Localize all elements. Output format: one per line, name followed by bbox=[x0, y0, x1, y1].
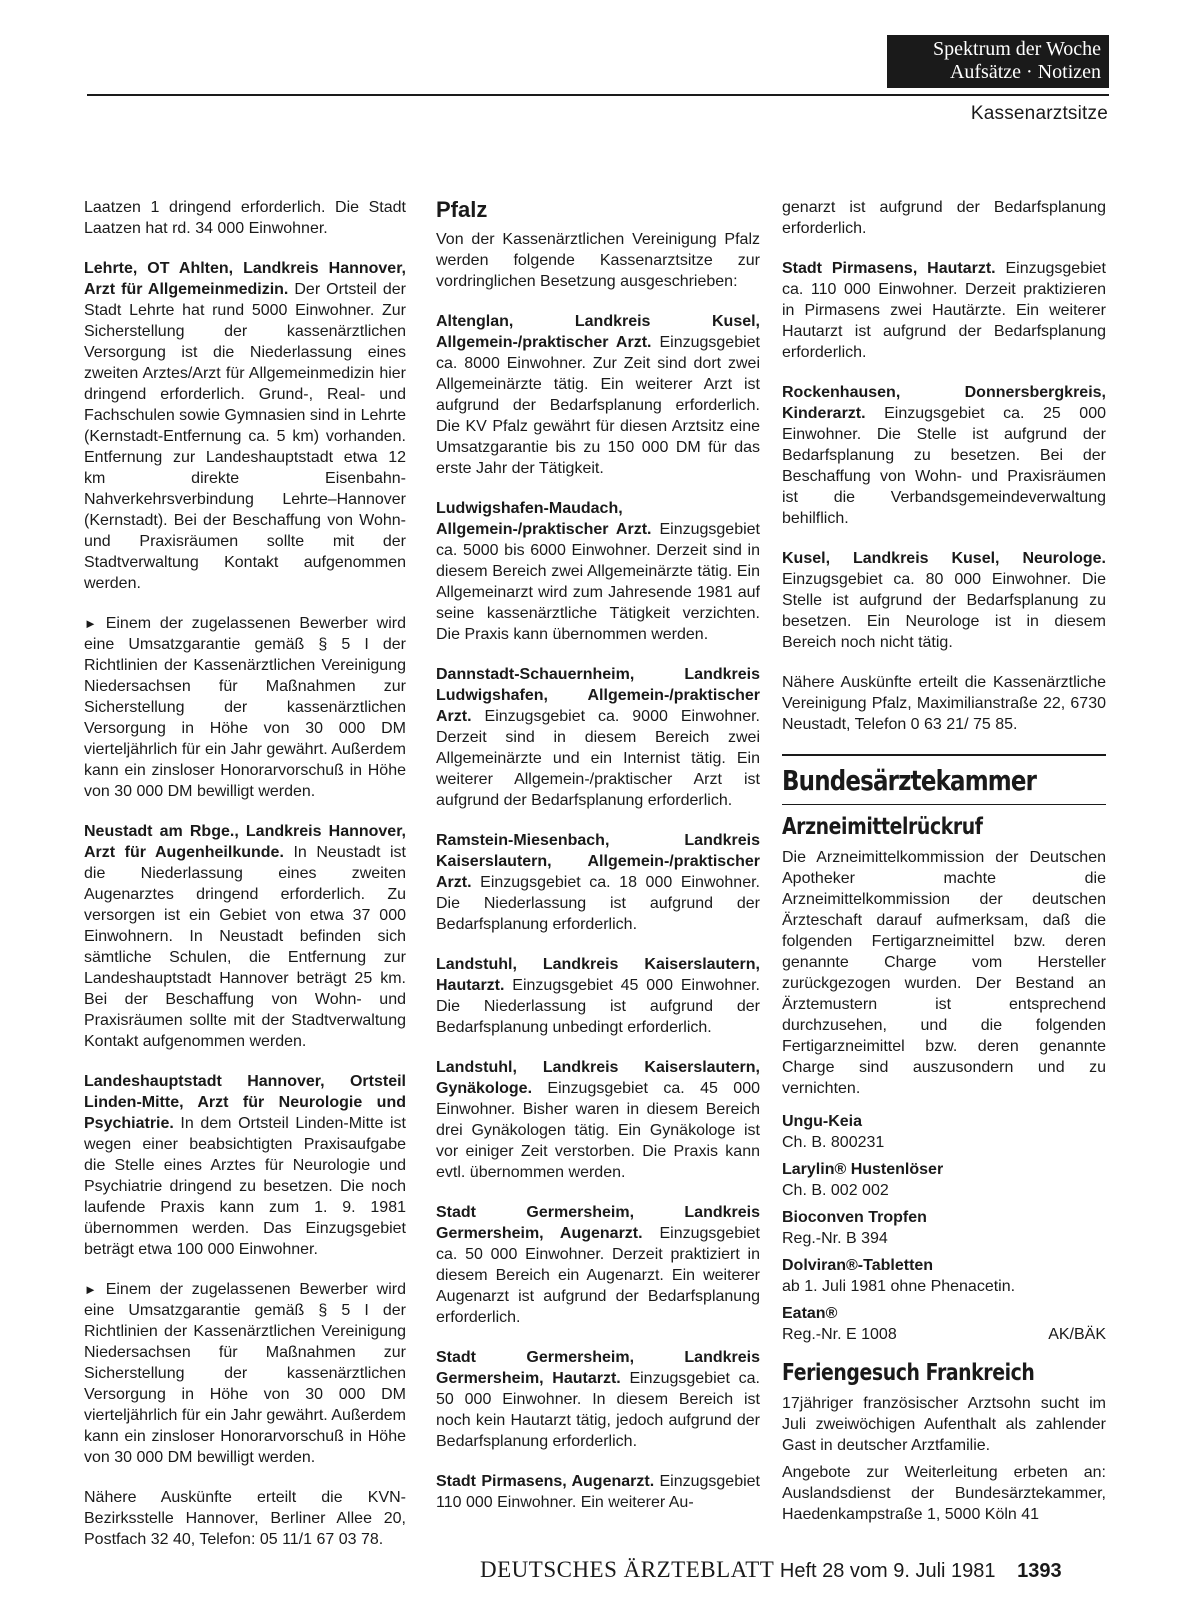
drug-detail: Reg.-Nr. B 394 bbox=[782, 1230, 888, 1247]
drug-detail: Reg.-Nr. E 1008 bbox=[782, 1326, 897, 1343]
listing-hannover: Landeshauptstadt Hannover, Ortsteil Linden-Mitte, Arzt für Neurologie und Psychiatrie. In dem Ortsteil Linden-Mitte ist wegen einer beabsichtigten Praxisaufgabe die Stelle eines Arztes für Neurologie und Psychiatrie dringend zu besetzen. Die noch laufende Praxis kann zum 1. 9. 1981 übernommen werden. Das Einzugsgebiet beträgt etwa 100 000 Einwohner. bbox=[84, 1073, 406, 1258]
header-rule bbox=[87, 94, 1109, 96]
listing: Altenglan, Landkreis Kusel, Allgemein-/praktischer Arzt. Einzugsgebiet ca. 8000 Einwohner. Zur Zeit sind dort zwei Allgemeinärzte tätig. Ein weiterer Arzt ist aufgrund der Bedarfsplanung erforderlich. Die KV Pfalz gewährt für diesen Arztsitz eine Umsatzgarantie bis zu 150 000 DM für das erste Jahr der Tätigkeit. bbox=[436, 313, 760, 477]
organization-heading: Bundesärztekammer bbox=[782, 764, 1037, 797]
arrow-icon: ► bbox=[84, 616, 97, 631]
listing: Landstuhl, Landkreis Kaiserslautern, Hautarzt. Einzugsgebiet 45 000 Einwohner. Die Niederlassung ist aufgrund der Bedarfsplanung unbedingt erforderlich. bbox=[436, 956, 760, 1036]
listing: Landstuhl, Landkreis Kaiserslautern, Gynäkologe. Einzugsgebiet ca. 45 000 Einwohner. Bisher waren in diesem Bereich drei Gynäkologen tätig. Ein Gynäkologe ist vor einiger Zeit verstorben. Die Praxis kann evtl. übernommen werden. bbox=[436, 1059, 760, 1181]
signature: AK/BÄK bbox=[1048, 1326, 1106, 1343]
listing: Ludwigshafen-Maudach, Allgemein-/praktischer Arzt. Einzugsgebiet ca. 5000 bis 6000 Einwohner. Derzeit sind in diesem Bereich zwei Allgemeinärzte tätig. Ein Allgemeinarzt wird zum Jahresende 1981 auf seine kassenärztliche Tätigkeit verzichten. Die Praxis kann übernommen werden. bbox=[436, 500, 760, 643]
section-rule bbox=[782, 754, 1106, 756]
listing-neustadt: Neustadt am Rbge., Landkreis Hannover, Arzt für Augenheilkunde. In Neustadt ist die Niederlassung eines zweiten Augenarztes dringend erforderlich. Zu versorgen ist ein Gebiet von etwa 37 000 Einwohnern. In Neustadt befinden sich sämtliche Schulen, die Entfernung zur Landeshauptstadt Hannover beträgt 25 km. Bei der Beschaffung von Wohn- und Praxisräumen sollte mit der Stadtverwaltung Kontakt aufgenommen werden. bbox=[84, 823, 406, 1050]
contact-paragraph: Nähere Auskünfte erteilt die KVN-Bezirksstelle Hannover, Berliner Allee 20, Postfach 32 40, Telefon: 05 11/1 67 03 78. bbox=[84, 1489, 406, 1548]
drug-item bbox=[782, 1303, 1106, 1345]
drug-item bbox=[782, 1159, 1106, 1201]
column-2 bbox=[436, 197, 760, 1532]
listing: Dannstadt-Schauernheim, Landkreis Ludwigshafen, Allgemein-/praktischer Arzt. Einzugsgebiet ca. 9000 Einwohner. Derzeit sind in diesem Bereich zwei Allgemeinärzte und ein Internist tätig. Ein weiterer Allgemein-/praktischer Arzt ist aufgrund der Bedarfsplanung erforderlich. bbox=[436, 666, 760, 809]
drug-name: Eatan® bbox=[782, 1305, 838, 1322]
drug-item bbox=[782, 1111, 1106, 1153]
issue-info: Heft 28 vom 9. Juli 1981 bbox=[779, 1560, 996, 1582]
listing: Stadt Germersheim, Landkreis Germersheim, Hautarzt. Einzugsgebiet ca. 50 000 Einwohner. In diesem Bereich ist noch kein Hautarzt tätig, jedoch aufgrund der Bedarfsplanung erforderlich. bbox=[436, 1349, 761, 1450]
listing: Ramstein-Miesenbach, Landkreis Kaiserslautern, Allgemein-/praktischer Arzt. Einzugsgebiet ca. 18 000 Einwohner. Die Niederlassung ist aufgrund der Bedarfsplanung erforderlich. bbox=[436, 832, 760, 933]
drug-name: Larylin® Hustenlöser bbox=[782, 1161, 944, 1178]
ferien-contact: Angebote zur Weiterleitung erbeten an: Auslandsdienst der Bundesärztekammer, Haedenkampstraße 1, 5000 Köln 41 bbox=[782, 1464, 1106, 1523]
header-label-line2: Aufsätze · Notizen bbox=[949, 61, 1101, 83]
contact-paragraph: Nähere Auskünfte erteilt die Kassenärztliche Vereinigung Pfalz, Maximilianstraße 22, 6730 Neustadt, Telefon 0 63 21/ 75 85. bbox=[782, 674, 1106, 733]
section-rule bbox=[782, 804, 1106, 805]
listing-lehrte: Lehrte, OT Ahlten, Landkreis Hannover, Arzt für Allgemeinmedizin. Der Ortsteil der Stadt Lehrte hat rund 5000 Einwohner. Zur Sicherstellung der kassenärztlichen Versorgung ist die Niederlassung eines zweiten Arztes/Arzt für Allgemeinmedizin hier dringend erforderlich. Grund-, Real- und Fachschulen sowie Gymnasien sind in Lehrte (Kernstadt-Entfernung ca. 5 km) vorhanden. Entfernung zur Landeshauptstadt etwa 12 km direkte Eisenbahn-Nahverkehrsverbindung Lehrte–Hannover (Kernstadt). Bei der Beschaffung von Wohn- und Praxisräumen sollte mit der Stadtverwaltung Kontakt aufgenommen werden. bbox=[84, 260, 406, 592]
header-label-line1: Spektrum der Woche bbox=[933, 38, 1101, 60]
paragraph: genarzt ist aufgrund der Bedarfsplanung erforderlich. bbox=[782, 199, 1106, 237]
drug-name: Ungu-Keia bbox=[782, 1113, 862, 1130]
listing: Stadt Pirmasens, Hautarzt. Einzugsgebiet ca. 110 000 Einwohner. Derzeit praktizieren in Pirmasens zwei Hautärzte. Ein weiterer Hautarzt ist aufgrund der Bedarfsplanung erforderlich. bbox=[782, 260, 1106, 361]
drug-detail: ab 1. Juli 1981 ohne Phenacetin. bbox=[782, 1278, 1016, 1295]
column-3 bbox=[782, 197, 1106, 1531]
drug-detail: Ch. B. 800231 bbox=[782, 1134, 885, 1151]
drug-item bbox=[782, 1207, 1106, 1249]
page-footer bbox=[480, 1557, 1062, 1583]
header-label-box bbox=[887, 35, 1109, 88]
intro-paragraph: Von der Kassenärztlichen Vereinigung Pfalz werden folgende Kassenarztsitze zur vordringlichen Besetzung ausgeschrieben: bbox=[436, 231, 760, 290]
listing: Kusel, Landkreis Kusel, Neurologe. Einzugsgebiet ca. 80 000 Einwohner. Die Stelle ist aufgrund der Bedarfsplanung zu besetzen. Ein Neurologe ist in diesem Bereich noch nicht tätig. bbox=[782, 550, 1106, 651]
region-heading: Pfalz bbox=[436, 197, 488, 222]
recall-paragraph: Die Arzneimittelkommission der Deutschen Apotheker machte die Arzneimittelkommission der deutschen Ärzteschaft darauf aufmerksam, daß die folgenden Fertigarzneimittel bzw. deren genannte Charge vom Hersteller zurückgezogen wurden. Der Bestand an Ärztemustern ist entsprechend durchzusehen, und die folgenden Fertigarzneimittel bzw. deren genannte Charge sind auszusondern und zu vernichten. bbox=[782, 849, 1106, 1097]
listing: Rockenhausen, Donnersbergkreis, Kinderarzt. Einzugsgebiet ca. 25 000 Einwohner. Die Stelle ist aufgrund der Bedarfsplanung zu besetzen. Bei der Beschaffung von Wohn- und Praxisräumen ist die Verbandsgemeindeverwaltung behilflich. bbox=[782, 384, 1106, 527]
drug-detail: Ch. B. 002 002 bbox=[782, 1182, 889, 1199]
listing: Stadt Germersheim, Landkreis Germersheim, Augenarzt. Einzugsgebiet ca. 50 000 Einwohner. Derzeit praktiziert in diesem Bereich ein Augenarzt. Ein weiterer Augenarzt ist aufgrund der Bedarfsplanung erforderlich. bbox=[436, 1204, 760, 1326]
section-title: Kassenarztsitze bbox=[970, 103, 1108, 124]
recall-heading: Arzneimittelrückruf bbox=[782, 814, 983, 840]
journal-title: DEUTSCHES ÄRZTEBLATT bbox=[480, 1557, 775, 1582]
drug-name: Dolviran®-Tabletten bbox=[782, 1257, 934, 1274]
arrow-icon: ► bbox=[84, 1282, 97, 1297]
paragraph-guarantee: ► Einem der zugelassenen Bewerber wird eine Umsatzgarantie gemäß § 5 I der Richtlinien der Kassenärztlichen Vereinigung Niedersachsen für Maßnahmen zur Sicherstellung der kassenärztlichen Versorgung in Höhe von 30 000 DM vierteljährlich für ein Jahr gewährt. Außerdem kann ein zinsloser Honorarvorschuß in Höhe von 30 000 DM bewilligt werden. bbox=[84, 615, 406, 800]
ferien-heading: Feriengesuch Frankreich bbox=[782, 1360, 1035, 1386]
page-number: 1393 bbox=[1017, 1560, 1062, 1582]
drug-item bbox=[782, 1255, 1106, 1297]
paragraph-guarantee: ► Einem der zugelassenen Bewerber wird eine Umsatzgarantie gemäß § 5 I der Richtlinien der Kassenärztlichen Vereinigung Niedersachsen für Maßnahmen zur Sicherstellung der kassenärztlichen Versorgung in Höhe von 30 000 DM vierteljährlich für ein Jahr gewährt. Außerdem kann ein zinsloser Honorarvorschuß in Höhe von 30 000 DM bewilligt werden. bbox=[84, 1281, 406, 1466]
listing: Stadt Pirmasens, Augenarzt. Einzugsgebiet 110 000 Einwohner. Ein weiterer Au- bbox=[436, 1473, 760, 1511]
paragraph: Laatzen 1 dringend erforderlich. Die Stadt Laatzen hat rd. 34 000 Einwohner. bbox=[84, 199, 406, 237]
ferien-paragraph: 17jähriger französischer Arztsohn sucht im Juli zweiwöchigen Aufenthalt als zahlender Gast in deutscher Arztfamilie. bbox=[782, 1395, 1106, 1454]
column-1 bbox=[84, 197, 406, 1569]
drug-name: Bioconven Tropfen bbox=[782, 1209, 927, 1226]
